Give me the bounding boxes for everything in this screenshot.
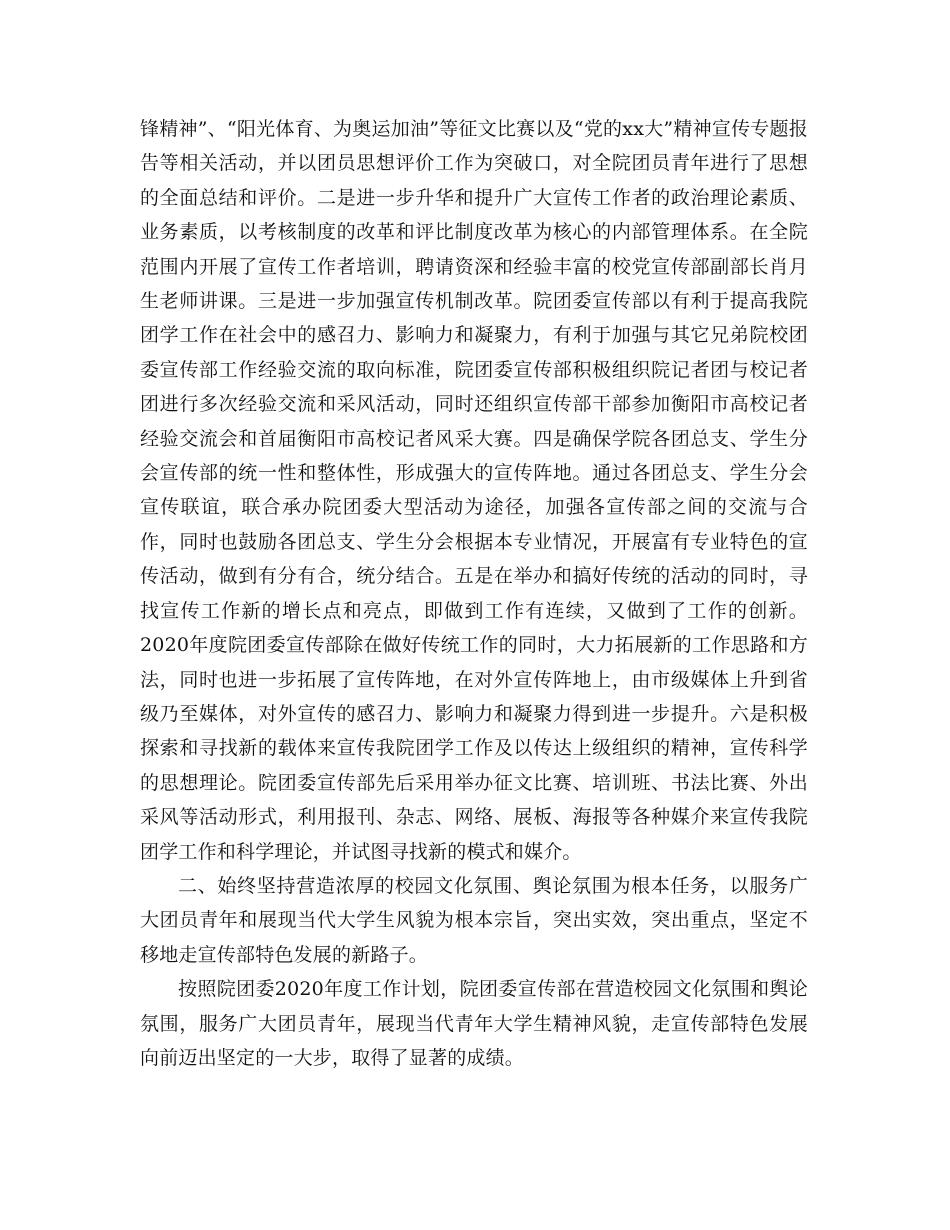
document-body (140, 112, 808, 1075)
paragraph-continuation: 锋精神”、“阳光体育、为奥运加油”等征文比赛以及“党的xx大”精神宣传专题报告等相关活动，并以团员思想评价工作为突破口，对全院团员青年进行了思想的全面总结和评价。二是进一步升华和提升广大宣传工作者的政治理论素质、业务素质，以考核制度的改革和评比制度改革为核心的内部管理体系。在全院范围内开展了宣传工作者培训，聘请资深和经验丰富的校党宣传部副部长肖月生老师讲课。三是进一步加强宣传机制改革。院团委宣传部以有利于提高我院团学工作在社会中的感召力、影响力和凝聚力，有利于加强与其它兄弟院校团委宣传部工作经验交流的取向标准，院团委宣传部积极组织院记者团与校记者团进行多次经验交流和采风活动，同时还组织宣传部干部参加衡阳市高校记者经验交流会和首届衡阳市高校记者风采大赛。四是确保学院各团总支、学生分会宣传部的统一性和整体性，形成强大的宣传阵地。通过各团总支、学生分会宣传联谊，联合承办院团委大型活动为途径，加强各宣传部之间的交流与合作，同时也鼓励各团总支、学生分会根据本专业情况，开展富有专业特色的宣传活动，做到有分有合，统分结合。五是在举办和搞好传统的活动的同时，寻找宣传工作新的增长点和亮点，即做到工作有连续，又做到了工作的创新。2020年度院团委宣传部除在做好传统工作的同时，大力拓展新的工作思路和方法，同时也进一步拓展了宣传阵地，在对外宣传阵地上，由市级媒体上升到省级乃至媒体，对外宣传的感召力、影响力和凝聚力得到进一步提升。六是积极探索和寻找新的载体来宣传我院团学工作及以传达上级组织的精神，宣传科学的思想理论。院团委宣传部先后采用举办征文比赛、培训班、书法比赛、外出采风等活动形式，利用报刊、杂志、网络、展板、海报等各种媒介来宣传我院团学工作和科学理论，并试图寻找新的模式和媒介。 (140, 118, 808, 863)
paragraph-work-plan: 按照院团委2020年度工作计划，院团委宣传部在营造校园文化氛围和舆论氛围，服务广大团员青年，展现当代青年大学生精神风貌，走宣传部特色发展向前迈出坚定的一大步，取得了显著的成绩。 (140, 978, 808, 1069)
paragraph-section-two-heading: 二、始终坚持营造浓厚的校园文化氛围、舆论氛围为根本任务，以服务广大团员青年和展现当代大学生风貌为根本宗旨，突出实效，突出重点，坚定不移地走宣传部特色发展的新路子。 (140, 874, 808, 966)
